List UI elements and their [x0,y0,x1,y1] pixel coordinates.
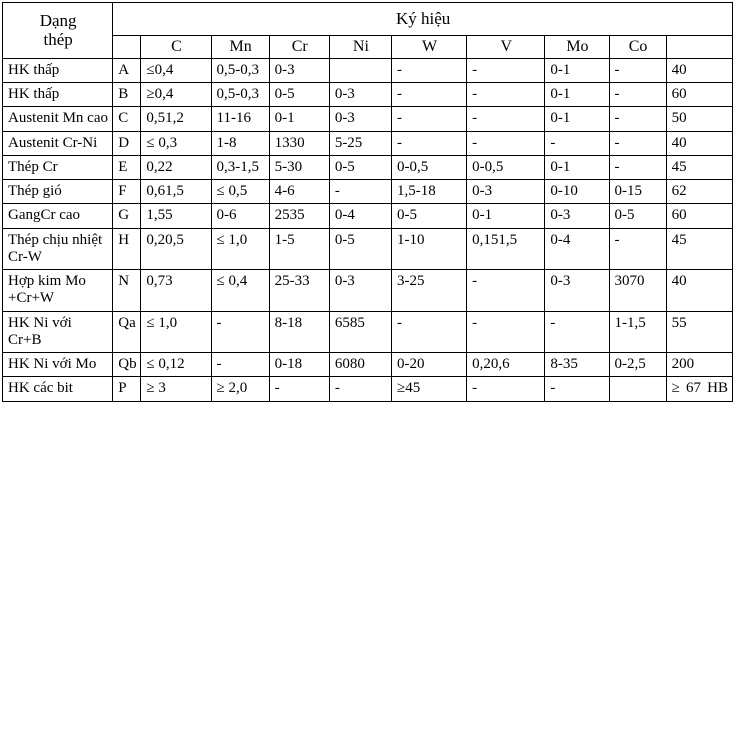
cell-w: 3-25 [391,270,466,312]
cell-mn: 1-8 [211,131,269,155]
cell-ni: 0-5 [329,228,391,270]
cell-v: - [467,107,545,131]
cell-ni: 5-25 [329,131,391,155]
cell-w: - [391,83,466,107]
header-element-mo: Mo [545,35,609,58]
cell-last: 200 [666,353,732,377]
cell-ni: 0-3 [329,270,391,312]
cell-v: 0-3 [467,180,545,204]
cell-c: ≥0,4 [141,83,211,107]
cell-ni: 6585 [329,311,391,353]
cell-c: ≤ 0,3 [141,131,211,155]
cell-mn: ≤ 0,5 [211,180,269,204]
cell-cr: 4-6 [269,180,329,204]
cell-mo: - [545,131,609,155]
cell-cr: 1-5 [269,228,329,270]
cell-mn: ≤ 0,4 [211,270,269,312]
cell-mn: 0,3-1,5 [211,155,269,179]
header-element-co: Co [609,35,666,58]
cell-cr: 0-1 [269,107,329,131]
cell-mo: 0-10 [545,180,609,204]
cell-v: - [467,131,545,155]
row-code: H [113,228,141,270]
header-element-ni: Ni [329,35,391,58]
cell-ni: - [329,377,391,401]
cell-w: 0-20 [391,353,466,377]
cell-ni: 0-3 [329,107,391,131]
cell-cr: 0-18 [269,353,329,377]
cell-c: 0,22 [141,155,211,179]
cell-c: 0,73 [141,270,211,312]
cell-c: ≤0,4 [141,58,211,82]
cell-co: - [609,228,666,270]
row-code: F [113,180,141,204]
cell-w: ≥45 [391,377,466,401]
table-row [3,58,733,82]
cell-v: 0-1 [467,204,545,228]
cell-co: 3070 [609,270,666,312]
cell-w: - [391,131,466,155]
cell-ni: 0-5 [329,155,391,179]
cell-last: 60 [666,204,732,228]
cell-mn: 0-6 [211,204,269,228]
cell-ni [329,58,391,82]
cell-last: ≥ 67 HB [666,377,732,401]
row-code: N [113,270,141,312]
cell-w: 0-5 [391,204,466,228]
cell-ni: 6080 [329,353,391,377]
row-code: B [113,83,141,107]
row-name: GangCr cao [3,204,113,228]
cell-co: 0-5 [609,204,666,228]
cell-mn: - [211,311,269,353]
cell-mo: - [545,377,609,401]
cell-last: 45 [666,155,732,179]
header-element-w: W [391,35,466,58]
cell-cr: 5-30 [269,155,329,179]
cell-co: - [609,58,666,82]
cell-v: 0,151,5 [467,228,545,270]
cell-mo: 0-4 [545,228,609,270]
table-row [3,228,733,270]
cell-mn: ≥ 2,0 [211,377,269,401]
row-name: HK thấp [3,58,113,82]
header-dang-thep-line1: Dạng [39,10,77,30]
header-ky-hieu: Ký hiệu [113,3,733,36]
header-code-col [113,35,141,58]
header-dang-thep-line2: thép [43,30,73,50]
cell-cr: - [269,377,329,401]
cell-mn: - [211,353,269,377]
row-name: HK thấp [3,83,113,107]
row-name: HK Ni với Cr+B [3,311,113,353]
cell-mo: 0-3 [545,270,609,312]
row-name: Austenit Mn cao [3,107,113,131]
cell-mo: - [545,311,609,353]
cell-ni: 0-3 [329,83,391,107]
cell-c: 1,55 [141,204,211,228]
table-row [3,270,733,312]
cell-mn: 11-16 [211,107,269,131]
cell-last: 40 [666,270,732,312]
cell-cr: 25-33 [269,270,329,312]
cell-w: - [391,58,466,82]
header-dang-thep [3,3,113,59]
cell-mn: ≤ 1,0 [211,228,269,270]
cell-v: - [467,270,545,312]
table-row [3,107,733,131]
cell-w: - [391,311,466,353]
cell-co: - [609,155,666,179]
row-name: Thép Cr [3,155,113,179]
cell-co: 1-1,5 [609,311,666,353]
row-name: Hợp kim Mo +Cr+W [3,270,113,312]
cell-cr: 0-3 [269,58,329,82]
cell-w: 0-0,5 [391,155,466,179]
row-code: A [113,58,141,82]
cell-mn: 0,5-0,3 [211,58,269,82]
cell-last: 40 [666,58,732,82]
table-row [3,377,733,401]
table-row [3,180,733,204]
cell-c: 0,51,2 [141,107,211,131]
table-row [3,155,733,179]
header-element-mn: Mn [211,35,269,58]
header-element-last [666,35,732,58]
cell-c: 0,20,5 [141,228,211,270]
row-name: Austenit Cr-Ni [3,131,113,155]
cell-mo: 0-1 [545,83,609,107]
steel-grades-table [2,2,733,402]
table-header-elements-row [3,35,733,58]
table-row [3,83,733,107]
header-element-c: C [141,35,211,58]
cell-c: ≤ 1,0 [141,311,211,353]
cell-v: 0-0,5 [467,155,545,179]
cell-w: - [391,107,466,131]
cell-co: 0-2,5 [609,353,666,377]
cell-last: 45 [666,228,732,270]
row-code: C [113,107,141,131]
table-row [3,353,733,377]
cell-last: 50 [666,107,732,131]
cell-co: - [609,131,666,155]
cell-mo: 0-1 [545,58,609,82]
row-code: G [113,204,141,228]
cell-v: 0,20,6 [467,353,545,377]
cell-w: 1,5-18 [391,180,466,204]
cell-ni: 0-4 [329,204,391,228]
cell-mo: 0-3 [545,204,609,228]
row-name: HK các bit [3,377,113,401]
row-name: Thép chịu nhiệt Cr-W [3,228,113,270]
cell-cr: 2535 [269,204,329,228]
row-name: Thép gió [3,180,113,204]
cell-last: 62 [666,180,732,204]
header-element-v: V [467,35,545,58]
cell-c: 0,61,5 [141,180,211,204]
row-code: E [113,155,141,179]
table-row [3,311,733,353]
cell-cr: 1330 [269,131,329,155]
cell-c: ≥ 3 [141,377,211,401]
cell-mo: 0-1 [545,155,609,179]
cell-v: - [467,83,545,107]
table-header-top-row [3,3,733,36]
header-element-cr: Cr [269,35,329,58]
cell-v: - [467,311,545,353]
cell-w: 1-10 [391,228,466,270]
cell-mo: 8-35 [545,353,609,377]
table-row [3,131,733,155]
cell-ni: - [329,180,391,204]
cell-co: - [609,83,666,107]
cell-mn: 0,5-0,3 [211,83,269,107]
cell-v: - [467,58,545,82]
cell-last: 55 [666,311,732,353]
cell-co: - [609,107,666,131]
cell-mo: 0-1 [545,107,609,131]
row-code: D [113,131,141,155]
cell-last: 60 [666,83,732,107]
row-name: HK Ni với Mo [3,353,113,377]
cell-last: 40 [666,131,732,155]
cell-v: - [467,377,545,401]
table-row [3,204,733,228]
row-code: Qb [113,353,141,377]
row-code: Qa [113,311,141,353]
cell-co: 0-15 [609,180,666,204]
cell-c: ≤ 0,12 [141,353,211,377]
cell-cr: 0-5 [269,83,329,107]
row-code: P [113,377,141,401]
cell-cr: 8-18 [269,311,329,353]
cell-co [609,377,666,401]
